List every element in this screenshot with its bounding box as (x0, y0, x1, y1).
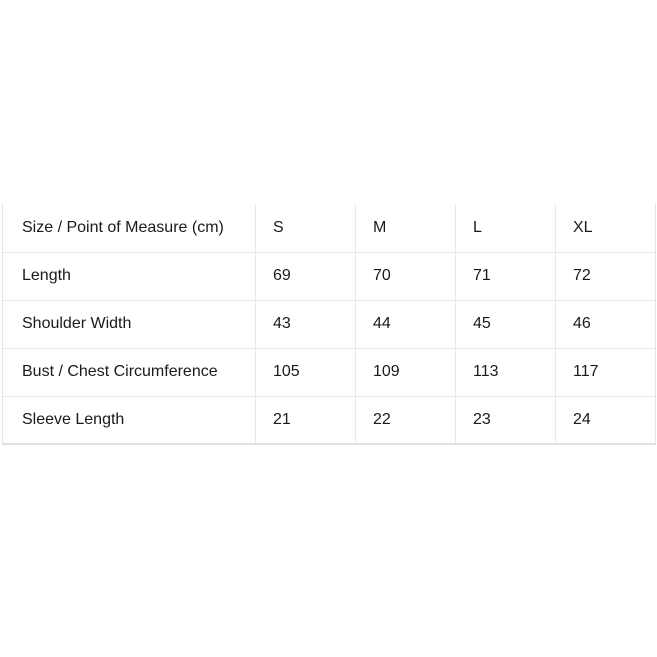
row-label-length: Length (3, 252, 256, 300)
header-cell-size-m: M (356, 204, 456, 252)
row-label-sleeve-length: Sleeve Length (3, 396, 256, 444)
row-label-shoulder-width: Shoulder Width (3, 300, 256, 348)
table-cell: 70 (356, 252, 456, 300)
table-cell: 45 (456, 300, 556, 348)
table-cell: 72 (556, 252, 656, 300)
table-cell: 21 (256, 396, 356, 444)
size-chart-table (2, 204, 656, 445)
table-cell: 22 (356, 396, 456, 444)
table-cell: 44 (356, 300, 456, 348)
table-row (3, 348, 656, 396)
table-row (3, 396, 656, 444)
table-cell: 105 (256, 348, 356, 396)
table-cell: 113 (456, 348, 556, 396)
table-header-row (3, 204, 656, 252)
row-label-bust-chest: Bust / Chest Circumference (3, 348, 256, 396)
header-cell-measure: Size / Point of Measure (cm) (3, 204, 256, 252)
table-cell: 46 (556, 300, 656, 348)
table-row (3, 300, 656, 348)
header-cell-size-l: L (456, 204, 556, 252)
table-cell: 109 (356, 348, 456, 396)
table-cell: 117 (556, 348, 656, 396)
table-cell: 69 (256, 252, 356, 300)
header-cell-size-s: S (256, 204, 356, 252)
table-row (3, 252, 656, 300)
table-cell: 23 (456, 396, 556, 444)
table-cell: 43 (256, 300, 356, 348)
header-cell-size-xl: XL (556, 204, 656, 252)
table-cell: 71 (456, 252, 556, 300)
table-cell: 24 (573, 410, 591, 428)
